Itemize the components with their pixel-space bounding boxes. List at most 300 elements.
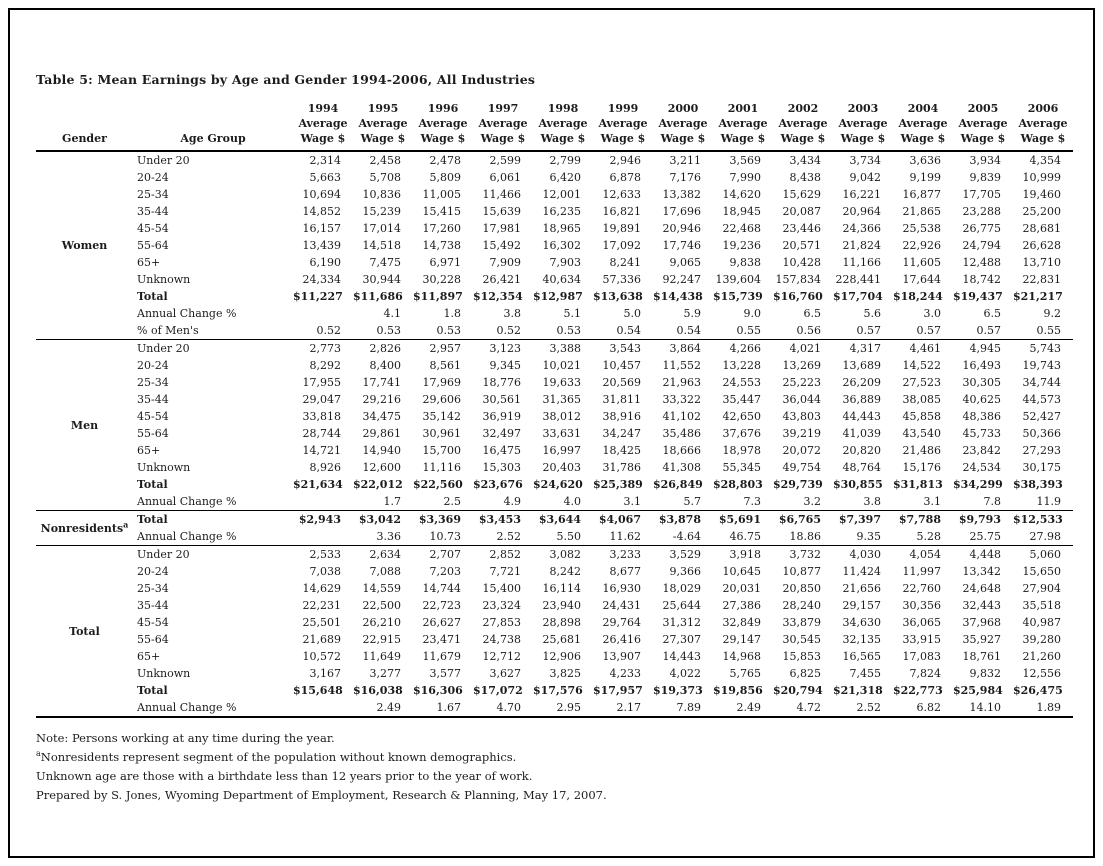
- value-cell: 20,820: [842, 444, 881, 457]
- value-cell: 52,427: [1022, 410, 1061, 423]
- value-cell: $26,475: [1013, 684, 1063, 697]
- note-line: $^a$Nonresidents represent segment of the population without known demographics.: [36, 749, 517, 764]
- value-cell: 15,650: [1022, 565, 1061, 578]
- value-cell: 41,308: [662, 461, 701, 474]
- value-cell: 0.52: [316, 324, 341, 337]
- value-cell: 7,990: [729, 171, 761, 184]
- table-row: [36, 563, 1073, 580]
- section-total: [36, 546, 1073, 718]
- table-row: [36, 580, 1073, 597]
- value-cell: 8,677: [609, 565, 641, 578]
- value-cell: 24,553: [722, 376, 761, 389]
- value-cell: 2,946: [609, 154, 641, 167]
- value-cell: 29,861: [362, 427, 401, 440]
- value-cell: 26,627: [422, 616, 461, 629]
- row-label: 25-34: [137, 188, 169, 201]
- value-cell: 31,786: [602, 461, 641, 474]
- value-cell: 16,157: [302, 222, 341, 235]
- row-label: 25-34: [137, 376, 169, 389]
- value-cell: 16,475: [482, 444, 521, 457]
- value-cell: 32,135: [842, 633, 881, 646]
- row-label: Under 20: [137, 154, 190, 167]
- value-cell: 11,605: [902, 256, 941, 269]
- value-cell: 3,167: [309, 667, 341, 680]
- value-cell: 3.1: [923, 495, 941, 508]
- column-header-1994: 1994 Average Wage $: [298, 102, 348, 145]
- value-cell: 19,236: [722, 239, 761, 252]
- value-cell: 3.2: [803, 495, 821, 508]
- column-header-1997: 1997 Average Wage $: [478, 102, 528, 145]
- value-cell: 34,630: [842, 616, 881, 629]
- value-cell: 17,696: [662, 205, 701, 218]
- value-cell: $31,813: [893, 478, 943, 491]
- value-cell: 6,061: [489, 171, 521, 184]
- value-cell: $24,620: [533, 478, 583, 491]
- value-cell: 2.52: [856, 701, 881, 714]
- value-cell: $13,638: [593, 290, 643, 303]
- row-label: 20-24: [137, 359, 169, 372]
- value-cell: 12,001: [542, 188, 581, 201]
- value-cell: 23,471: [422, 633, 461, 646]
- value-cell: 5.7: [683, 495, 701, 508]
- value-cell: 30,944: [362, 273, 401, 286]
- value-cell: 18,666: [662, 444, 701, 457]
- footnote-marker: a: [36, 749, 41, 759]
- value-cell: 17,955: [302, 376, 341, 389]
- value-cell: 11,649: [362, 650, 401, 663]
- value-cell: 21,689: [302, 633, 341, 646]
- column-header-gender: Gender: [62, 132, 107, 145]
- value-cell: 45,733: [962, 427, 1001, 440]
- value-cell: $17,072: [473, 684, 523, 697]
- value-cell: 34,475: [362, 410, 401, 423]
- value-cell: $15,648: [293, 684, 343, 697]
- value-cell: 32,443: [962, 599, 1001, 612]
- table-row: [36, 186, 1073, 203]
- value-cell: 14,620: [722, 188, 761, 201]
- value-cell: 14,940: [362, 444, 401, 457]
- value-cell: 36,044: [782, 393, 821, 406]
- value-cell: 18.86: [789, 530, 821, 543]
- table-row: [36, 169, 1073, 186]
- value-cell: 13,710: [1022, 256, 1061, 269]
- value-cell: 2,458: [369, 154, 401, 167]
- value-cell: 7.3: [743, 495, 761, 508]
- table-row: [36, 631, 1073, 648]
- value-cell: 20,569: [602, 376, 641, 389]
- value-cell: $9,793: [958, 513, 1001, 526]
- value-cell: 11,552: [662, 359, 701, 372]
- value-cell: 9,199: [909, 171, 941, 184]
- value-cell: 3,277: [369, 667, 401, 680]
- value-cell: 15,629: [782, 188, 821, 201]
- value-cell: 10.73: [429, 530, 461, 543]
- value-cell: 8,561: [429, 359, 461, 372]
- value-cell: 46.75: [729, 530, 761, 543]
- value-cell: 24,334: [302, 273, 341, 286]
- value-cell: 23,288: [962, 205, 1001, 218]
- value-cell: 40,634: [542, 273, 581, 286]
- value-cell: $28,803: [713, 478, 763, 491]
- value-cell: 0.54: [616, 324, 641, 337]
- value-cell: 3,434: [789, 154, 821, 167]
- table-row: [36, 493, 1073, 511]
- value-cell: 15,700: [422, 444, 461, 457]
- value-cell: $21,217: [1013, 290, 1063, 303]
- value-cell: [293, 528, 353, 546]
- row-label: Annual Change %: [137, 495, 237, 508]
- value-cell: 4,448: [969, 548, 1001, 561]
- value-cell: 14,522: [902, 359, 941, 372]
- value-cell: 2.17: [616, 701, 641, 714]
- value-cell: 35,486: [662, 427, 701, 440]
- value-cell: 4.9: [503, 495, 521, 508]
- value-cell: 16,877: [902, 188, 941, 201]
- row-label: 55-64: [137, 633, 169, 646]
- value-cell: 5.6: [863, 307, 881, 320]
- value-cell: 13,269: [782, 359, 821, 372]
- value-cell: 16,565: [842, 650, 881, 663]
- value-cell: 4.72: [796, 701, 821, 714]
- row-label: 55-64: [137, 427, 169, 440]
- value-cell: $19,856: [713, 684, 763, 697]
- table-row: [36, 648, 1073, 665]
- table-row: [36, 546, 1073, 564]
- value-cell: $3,644: [538, 513, 581, 526]
- value-cell: -4.64: [672, 530, 701, 543]
- value-cell: 20,031: [722, 582, 761, 595]
- value-cell: 18,978: [722, 444, 761, 457]
- value-cell: 25,223: [782, 376, 821, 389]
- value-cell: 228,441: [835, 273, 881, 286]
- gender-label-nonresidents: Nonresidents$^a$: [40, 518, 129, 535]
- value-cell: 35,927: [962, 633, 1001, 646]
- row-label: 35-44: [137, 205, 169, 218]
- value-cell: 18,761: [962, 650, 1001, 663]
- column-header-2002: 2002 Average Wage $: [778, 102, 828, 145]
- value-cell: 21,656: [842, 582, 881, 595]
- row-label: 20-24: [137, 171, 169, 184]
- value-cell: 28,681: [1022, 222, 1061, 235]
- value-cell: 29,606: [422, 393, 461, 406]
- value-cell: 35,447: [722, 393, 761, 406]
- note-line: Prepared by S. Jones, Wyoming Department of Employment, Research & Planning, May 17, 2007.: [36, 788, 607, 802]
- value-cell: 25,538: [902, 222, 941, 235]
- value-cell: 33,631: [542, 427, 581, 440]
- value-cell: 4,233: [609, 667, 641, 680]
- value-cell: 28,240: [782, 599, 821, 612]
- value-cell: 11,005: [422, 188, 461, 201]
- value-cell: 31,365: [542, 393, 581, 406]
- value-cell: 34,247: [602, 427, 641, 440]
- value-cell: 21,260: [1022, 650, 1061, 663]
- column-header-2003: 2003 Average Wage $: [838, 102, 888, 145]
- value-cell: 17,083: [902, 650, 941, 663]
- table-row: [36, 340, 1073, 358]
- value-cell: $4,067: [598, 513, 641, 526]
- value-cell: 37,968: [962, 616, 1001, 629]
- value-cell: $11,897: [413, 290, 463, 303]
- value-cell: 6.82: [916, 701, 941, 714]
- value-cell: 11.9: [1036, 495, 1061, 508]
- value-cell: 15,303: [482, 461, 521, 474]
- value-cell: 27,523: [902, 376, 941, 389]
- value-cell: 17,969: [422, 376, 461, 389]
- value-cell: 48,764: [842, 461, 881, 474]
- value-cell: 7,203: [429, 565, 461, 578]
- value-cell: 33,879: [782, 616, 821, 629]
- section-nonresidents: [36, 511, 1073, 546]
- value-cell: 7,176: [669, 171, 701, 184]
- value-cell: 22,926: [902, 239, 941, 252]
- row-label: Annual Change %: [137, 701, 237, 714]
- value-cell: 3,211: [669, 154, 701, 167]
- earnings-table: [36, 101, 1073, 718]
- value-cell: 3,864: [669, 342, 701, 355]
- value-cell: $3,042: [358, 513, 401, 526]
- value-cell: 13,439: [302, 239, 341, 252]
- table-row: [36, 220, 1073, 237]
- value-cell: 8,926: [309, 461, 341, 474]
- value-cell: $22,773: [893, 684, 943, 697]
- value-cell: 20,087: [782, 205, 821, 218]
- value-cell: 16,235: [542, 205, 581, 218]
- value-cell: 15,853: [782, 650, 821, 663]
- value-cell: 92,247: [662, 273, 701, 286]
- value-cell: $7,788: [898, 513, 941, 526]
- row-label: Total: [137, 478, 168, 491]
- table-title: Table 5: Mean Earnings by Age and Gender 1994-2006, All Industries: [36, 72, 536, 87]
- page-content: [10, 10, 1093, 856]
- value-cell: 39,219: [782, 427, 821, 440]
- value-cell: 27,853: [482, 616, 521, 629]
- value-cell: 23,940: [542, 599, 581, 612]
- value-cell: 5,809: [429, 171, 461, 184]
- value-cell: 5,060: [1029, 548, 1061, 561]
- value-cell: 18,776: [482, 376, 521, 389]
- value-cell: 4,945: [969, 342, 1001, 355]
- table-row: [36, 597, 1073, 614]
- value-cell: 15,400: [482, 582, 521, 595]
- row-label: 55-64: [137, 239, 169, 252]
- value-cell: 26,628: [1022, 239, 1061, 252]
- value-cell: 15,492: [482, 239, 521, 252]
- value-cell: 9.35: [856, 530, 881, 543]
- value-cell: 5.9: [683, 307, 701, 320]
- table-row: [36, 357, 1073, 374]
- value-cell: 0.57: [976, 324, 1001, 337]
- value-cell: 24,648: [962, 582, 1001, 595]
- value-cell: 15,639: [482, 205, 521, 218]
- value-cell: 16,114: [542, 582, 581, 595]
- value-cell: $3,878: [658, 513, 701, 526]
- value-cell: $17,704: [833, 290, 883, 303]
- note-line: Note: Persons working at any time during the year.: [36, 731, 335, 745]
- value-cell: 5,708: [369, 171, 401, 184]
- row-label: 35-44: [137, 599, 169, 612]
- value-cell: $3,453: [478, 513, 521, 526]
- value-cell: $25,389: [593, 478, 643, 491]
- value-cell: [293, 493, 353, 511]
- value-cell: 22,723: [422, 599, 461, 612]
- value-cell: 7.8: [983, 495, 1001, 508]
- value-cell: 11,466: [482, 188, 521, 201]
- value-cell: 19,891: [602, 222, 641, 235]
- value-cell: 10,999: [1022, 171, 1061, 184]
- value-cell: 9.2: [1043, 307, 1061, 320]
- row-label: 65+: [137, 444, 161, 457]
- value-cell: 40,625: [962, 393, 1001, 406]
- value-cell: 12,906: [542, 650, 581, 663]
- value-cell: 49,754: [782, 461, 821, 474]
- value-cell: 2,826: [369, 342, 401, 355]
- value-cell: 29,157: [842, 599, 881, 612]
- value-cell: 3,627: [489, 667, 521, 680]
- value-cell: 20,403: [542, 461, 581, 474]
- value-cell: 12,633: [602, 188, 641, 201]
- value-cell: 35,142: [422, 410, 461, 423]
- value-cell: 5,663: [309, 171, 341, 184]
- value-cell: $6,765: [778, 513, 821, 526]
- row-label: Total: [137, 513, 168, 526]
- value-cell: 7,038: [309, 565, 341, 578]
- value-cell: 31,811: [602, 393, 641, 406]
- value-cell: 0.55: [736, 324, 761, 337]
- value-cell: 17,014: [362, 222, 401, 235]
- value-cell: 9,838: [729, 256, 761, 269]
- value-cell: 3.36: [376, 530, 401, 543]
- value-cell: 36,919: [482, 410, 521, 423]
- value-cell: 0.57: [916, 324, 941, 337]
- table-row: [36, 425, 1073, 442]
- value-cell: $38,393: [1013, 478, 1063, 491]
- value-cell: 4.70: [496, 701, 521, 714]
- value-cell: 2,852: [489, 548, 521, 561]
- value-cell: 23,446: [782, 222, 821, 235]
- value-cell: 4,461: [909, 342, 941, 355]
- value-cell: 30,305: [962, 376, 1001, 389]
- value-cell: 18,029: [662, 582, 701, 595]
- table-row: [36, 665, 1073, 682]
- value-cell: 3.1: [623, 495, 641, 508]
- value-cell: 42,650: [722, 410, 761, 423]
- value-cell: 3,082: [549, 548, 581, 561]
- note-line: Unknown age are those with a birthdate less than 12 years prior to the year of work.: [36, 769, 533, 783]
- row-label: Unknown: [137, 461, 191, 474]
- row-label: Total: [137, 290, 168, 303]
- value-cell: 17,705: [962, 188, 1001, 201]
- value-cell: 1.67: [436, 701, 461, 714]
- table-row: [36, 614, 1073, 631]
- table-row: [36, 442, 1073, 459]
- value-cell: 4,354: [1029, 154, 1061, 167]
- value-cell: 3.8: [503, 307, 521, 320]
- value-cell: 14,559: [362, 582, 401, 595]
- value-cell: $12,987: [533, 290, 583, 303]
- value-cell: 27.98: [1029, 530, 1061, 543]
- value-cell: 14,629: [302, 582, 341, 595]
- row-label: % of Men's: [137, 324, 199, 337]
- value-cell: 3.8: [863, 495, 881, 508]
- row-label: 45-54: [137, 410, 169, 423]
- value-cell: $14,438: [653, 290, 703, 303]
- value-cell: 8,292: [309, 359, 341, 372]
- value-cell: 2,957: [429, 342, 461, 355]
- column-header-1999: 1999 Average Wage $: [598, 102, 648, 145]
- value-cell: 26,209: [842, 376, 881, 389]
- row-label: 65+: [137, 650, 161, 663]
- value-cell: 6,825: [789, 667, 821, 680]
- value-cell: 3,529: [669, 548, 701, 561]
- value-cell: 2,773: [309, 342, 341, 355]
- value-cell: 7,903: [549, 256, 581, 269]
- value-cell: 3,569: [729, 154, 761, 167]
- value-cell: $26,849: [653, 478, 703, 491]
- notes: [36, 732, 1093, 802]
- value-cell: $21,634: [293, 478, 343, 491]
- table-header: [36, 101, 1073, 151]
- value-cell: 20,850: [782, 582, 821, 595]
- row-label: 65+: [137, 256, 161, 269]
- row-label: 25-34: [137, 582, 169, 595]
- value-cell: 15,176: [902, 461, 941, 474]
- value-cell: 4,030: [849, 548, 881, 561]
- value-cell: 38,012: [542, 410, 581, 423]
- value-cell: 7,475: [369, 256, 401, 269]
- value-cell: 34,744: [1022, 376, 1061, 389]
- value-cell: 0.53: [436, 324, 461, 337]
- row-label: Total: [137, 684, 168, 697]
- value-cell: 3,577: [429, 667, 461, 680]
- value-cell: 10,694: [302, 188, 341, 201]
- section-men: [36, 340, 1073, 511]
- value-cell: $29,739: [773, 478, 823, 491]
- value-cell: 11,679: [422, 650, 461, 663]
- value-cell: 28,898: [542, 616, 581, 629]
- value-cell: 29,147: [722, 633, 761, 646]
- value-cell: 20,946: [662, 222, 701, 235]
- value-cell: 50,366: [1022, 427, 1061, 440]
- value-cell: 11,424: [842, 565, 881, 578]
- value-cell: $21,318: [833, 684, 883, 697]
- table-row: [36, 699, 1073, 717]
- value-cell: $30,855: [833, 478, 883, 491]
- value-cell: 19,743: [1022, 359, 1061, 372]
- row-label: Under 20: [137, 342, 190, 355]
- value-cell: 57,336: [602, 273, 641, 286]
- row-label: Under 20: [137, 548, 190, 561]
- value-cell: 8,242: [549, 565, 581, 578]
- value-cell: 2,314: [309, 154, 341, 167]
- value-cell: 7,721: [489, 565, 521, 578]
- value-cell: 3,233: [609, 548, 641, 561]
- value-cell: $15,739: [713, 290, 763, 303]
- value-cell: 5,743: [1029, 342, 1061, 355]
- value-cell: 4,054: [909, 548, 941, 561]
- value-cell: 9,065: [669, 256, 701, 269]
- value-cell: 3,543: [609, 342, 641, 355]
- column-header-1995: 1995 Average Wage $: [358, 102, 408, 145]
- value-cell: 2,799: [549, 154, 581, 167]
- value-cell: $3,369: [418, 513, 461, 526]
- value-cell: 23,324: [482, 599, 521, 612]
- value-cell: 17,981: [482, 222, 521, 235]
- value-cell: $22,560: [413, 478, 463, 491]
- column-header-2001: 2001 Average Wage $: [718, 102, 768, 145]
- value-cell: 2.5: [443, 495, 461, 508]
- value-cell: $34,299: [953, 478, 1003, 491]
- value-cell: $17,576: [533, 684, 583, 697]
